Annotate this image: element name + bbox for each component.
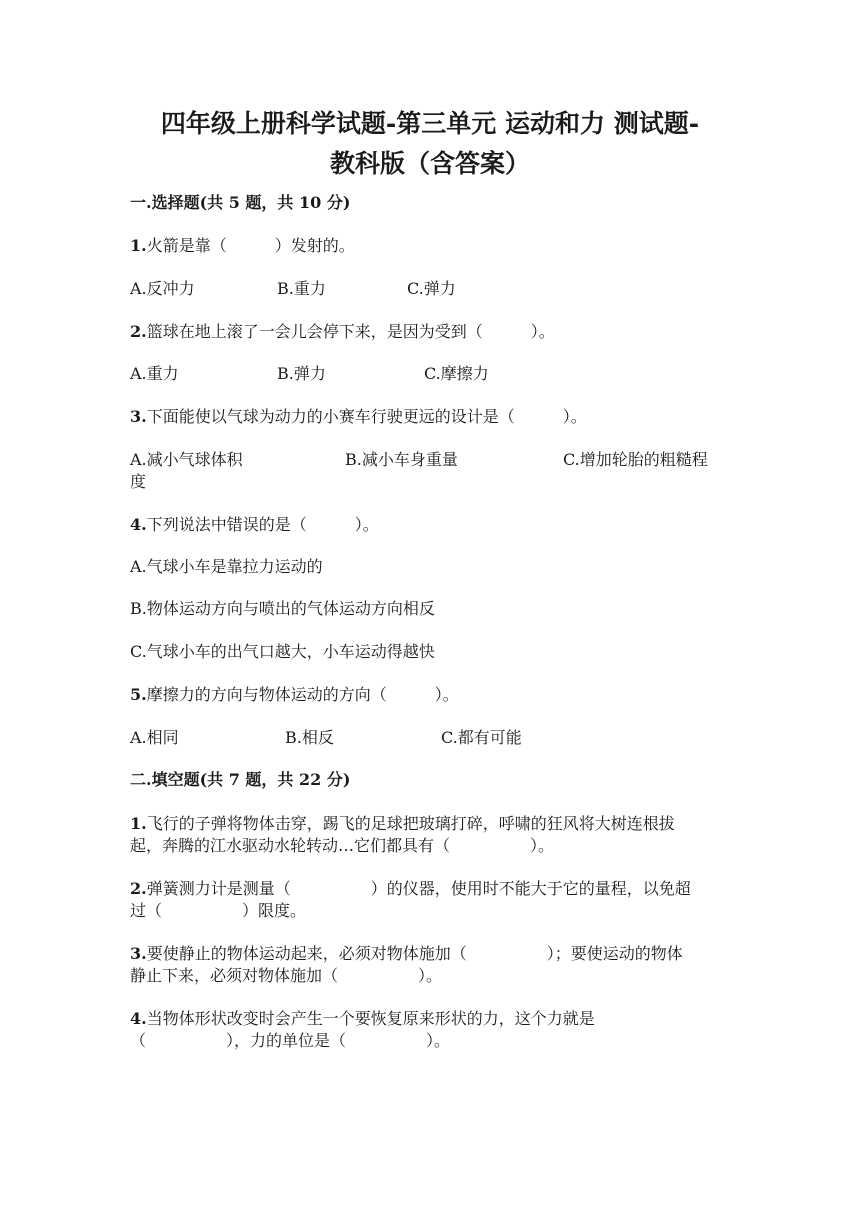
fill-question-3 [130, 943, 730, 987]
title-line-1: 四年级上册科学试题-第三单元 运动和力 测试题- [160, 109, 700, 138]
option-c: C.增加轮胎的粗糙程 [563, 450, 708, 469]
question-text: 下面能使以气球为动力的小赛车行驶更远的设计是（ ）。 [146, 407, 587, 426]
option-a: A.相同 [130, 728, 179, 747]
option-a: A.反冲力 [130, 279, 195, 298]
question-text: 摩擦力的方向与物体运动的方向（ ）。 [146, 685, 459, 704]
question-text-line-1: 要使静止的物体运动起来，必须对物体施加（ ）；要使运动的物体 [146, 944, 683, 963]
question-3 [130, 406, 587, 428]
question-number: 4. [130, 1009, 147, 1028]
question-number: 1. [130, 814, 147, 833]
question-number: 5. [130, 685, 147, 704]
option-c: C.摩擦力 [424, 364, 489, 383]
section-heading-choice: 一.选择题(共 5 题，共 10 分) [130, 193, 351, 212]
fill-question-2 [130, 878, 730, 922]
question-text-line-2: 起，奔腾的江水驱动水轮转动…它们都具有（ ）。 [130, 836, 555, 855]
option-c: C.弹力 [407, 279, 456, 298]
option-b: B.物体运动方向与喷出的气体运动方向相反 [130, 599, 435, 618]
question-number: 3. [130, 944, 147, 963]
page-title [100, 104, 760, 184]
option-a: A.重力 [130, 364, 179, 383]
question-text: 篮球在地上滚了一会儿会停下来，是因为受到（ ）。 [146, 322, 555, 341]
question-number: 3. [130, 407, 147, 426]
question-number: 2. [130, 879, 147, 898]
question-text-line-2: 过（ ）限度。 [130, 901, 307, 920]
question-1 [130, 235, 355, 257]
question-5 [130, 684, 459, 706]
question-text: 下列说法中错误的是（ ）。 [146, 515, 379, 534]
question-2 [130, 321, 555, 343]
option-c-continued: 度 [130, 472, 147, 491]
question-text-line-2: （ ），力的单位是（ ）。 [130, 1031, 451, 1050]
title-line-2: 教科版（含答案） [329, 149, 530, 178]
question-text: 火箭是靠（ ）发射的。 [146, 236, 355, 255]
question-number: 4. [130, 515, 147, 534]
section-heading-fill: 二.填空题(共 7 题，共 22 分) [130, 770, 351, 789]
option-a: A.减小气球体积 [130, 450, 243, 469]
question-text-line-1: 飞行的子弹将物体击穿，踢飞的足球把玻璃打碎，呼啸的狂风将大树连根拔 [146, 814, 675, 833]
option-b: B.弹力 [277, 364, 326, 383]
question-text-line-1: 当物体形状改变时会产生一个要恢复原来形状的力，这个力就是 [146, 1009, 595, 1028]
option-a: A.气球小车是靠拉力运动的 [130, 557, 323, 576]
question-number: 1. [130, 236, 147, 255]
option-b: B.相反 [285, 728, 334, 747]
option-b: B.减小车身重量 [345, 450, 458, 469]
option-c: C.都有可能 [441, 728, 522, 747]
fill-question-4 [130, 1008, 730, 1052]
fill-question-1 [130, 813, 730, 857]
question-4 [130, 514, 379, 536]
option-b: B.重力 [277, 279, 326, 298]
option-c: C.气球小车的出气口越大，小车运动得越快 [130, 642, 435, 661]
question-text-line-1: 弹簧测力计是测量（ ）的仪器，使用时不能大于它的量程，以免超 [146, 879, 691, 898]
question-text-line-2: 静止下来，必须对物体施加（ ）。 [130, 966, 443, 985]
question-number: 2. [130, 322, 147, 341]
